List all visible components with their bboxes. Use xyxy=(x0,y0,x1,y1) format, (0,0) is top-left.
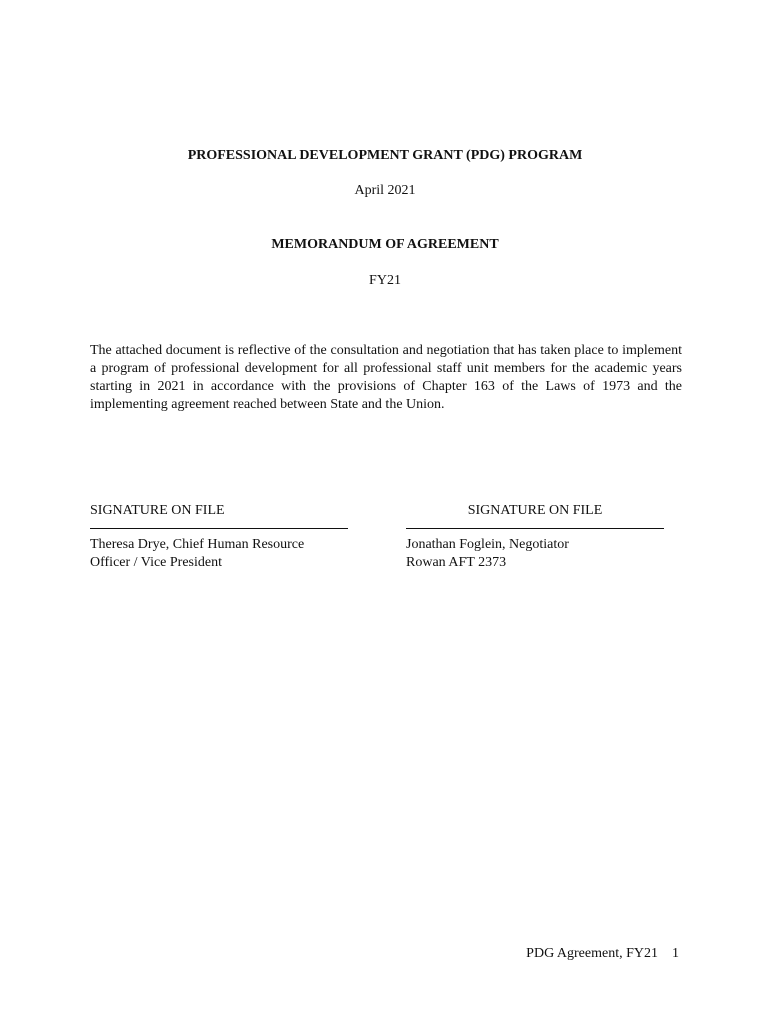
signature-block-right xyxy=(406,502,664,572)
memorandum-heading: MEMORANDUM OF AGREEMENT xyxy=(271,237,499,252)
signatory-name-right: Jonathan Foglein, Negotiator xyxy=(406,537,569,552)
page-footer xyxy=(526,945,679,963)
fiscal-year-label: FY21 xyxy=(369,273,401,288)
body-paragraph: The attached document is reflective of the consultation and negotiation that has taken place to implement a program of professional development for all professional staff unit members for the academic years starting in 2021 in accordance with the provisions of Chapter 163 of the Laws of 1973 and the implementing agreement reached between State and the Union. xyxy=(90,343,682,412)
signature-line-left xyxy=(90,528,348,529)
signature-status-left: SIGNATURE ON FILE xyxy=(90,503,225,518)
page-number: 1 xyxy=(672,946,679,961)
signature-block-left xyxy=(90,502,348,572)
signature-status-right: SIGNATURE ON FILE xyxy=(467,503,603,518)
document-date: April 2021 xyxy=(354,183,416,198)
signatory-title-left: Officer / Vice President xyxy=(90,555,222,570)
signature-line-right xyxy=(406,528,664,529)
footer-label: PDG Agreement, FY21 xyxy=(526,946,658,961)
signatory-title-right: Rowan AFT 2373 xyxy=(406,555,507,570)
document-title: PROFESSIONAL DEVELOPMENT GRANT (PDG) PROGRAM xyxy=(187,148,583,163)
signatory-name-left: Theresa Drye, Chief Human Resource xyxy=(90,537,305,552)
